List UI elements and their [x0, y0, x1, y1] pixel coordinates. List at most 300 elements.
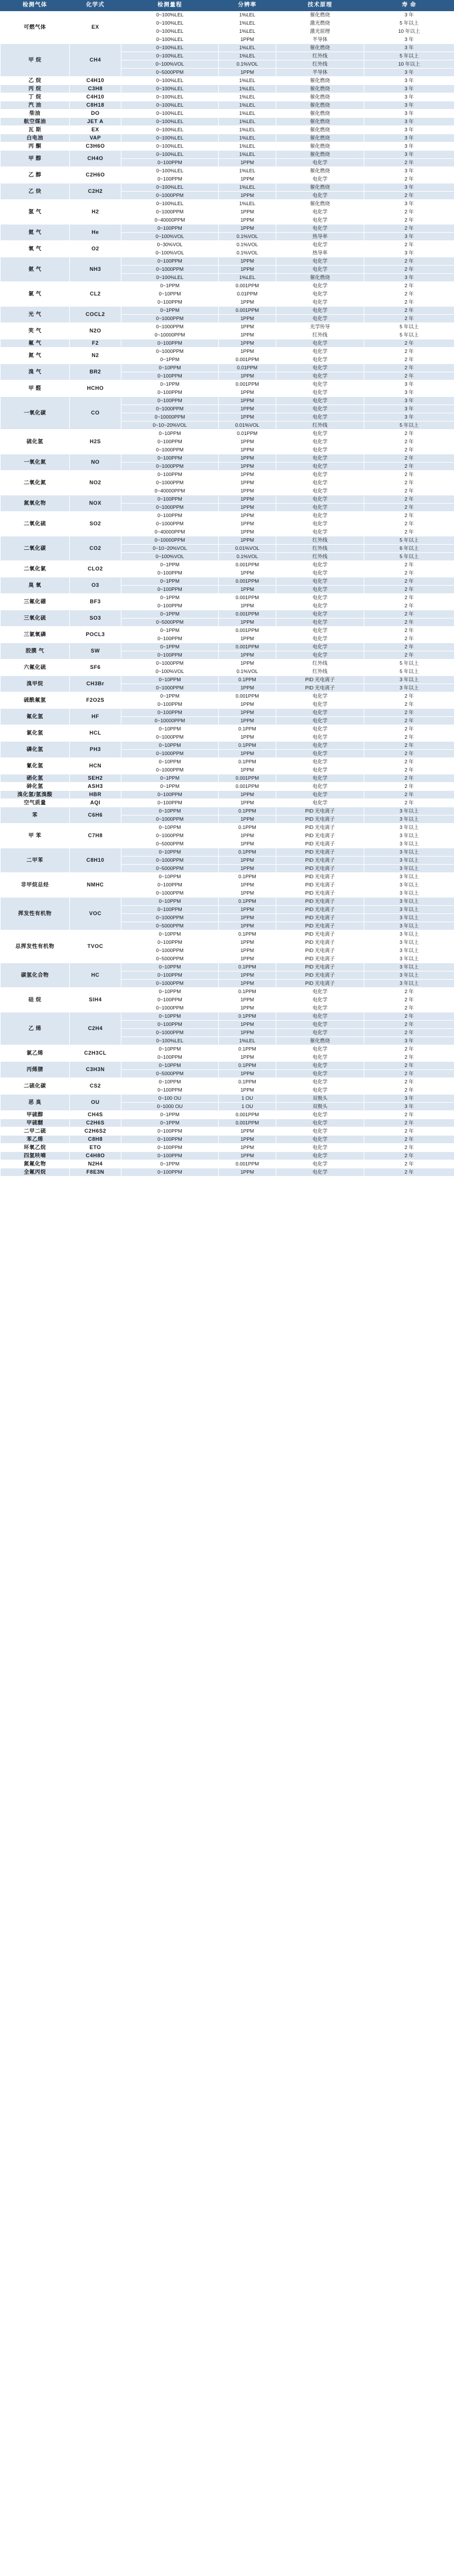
- range-cell: 0~1PPM: [121, 774, 219, 782]
- range-cell: 0~1000PPM: [121, 749, 219, 757]
- resolution-cell: 1PPM: [219, 1028, 276, 1036]
- life-cell: 2 年: [364, 626, 454, 634]
- range-cell: 0~100PPM: [121, 1086, 219, 1094]
- gas-name-cell: 二氧化氯: [1, 560, 70, 577]
- range-cell: 0~100%VOL: [121, 249, 219, 257]
- table-row: [1, 380, 454, 388]
- technology-cell: 催化燃烧: [276, 150, 364, 158]
- range-cell: 0~100PPM: [121, 971, 219, 979]
- technology-cell: PID 光电离子: [276, 946, 364, 954]
- range-cell: 0~40000PPM: [121, 216, 219, 224]
- resolution-cell: 0.1PPM: [219, 1061, 276, 1069]
- range-cell: 0~100%VOL: [121, 232, 219, 240]
- life-cell: 2 年: [364, 987, 454, 995]
- life-cell: 2 年: [364, 1119, 454, 1127]
- technology-cell: 电化学: [276, 503, 364, 511]
- resolution-cell: 1PPM: [219, 68, 276, 76]
- resolution-cell: 0.01PPM: [219, 363, 276, 372]
- technology-cell: 电化学: [276, 290, 364, 298]
- life-cell: 2 年: [364, 1160, 454, 1168]
- gas-name-cell: 丁 烷: [1, 93, 70, 101]
- life-cell: 3 年: [364, 43, 454, 52]
- resolution-cell: 1PPM: [219, 519, 276, 528]
- range-cell: 0~1PPM: [121, 692, 219, 700]
- range-cell: 0~1000PPM: [121, 815, 219, 823]
- gas-name-cell: 一氧化氮: [1, 454, 70, 470]
- life-cell: 3 年以上: [364, 840, 454, 848]
- life-cell: 3 年: [364, 76, 454, 84]
- technology-cell: 电化学: [276, 158, 364, 166]
- gas-formula-cell: VOC: [70, 897, 121, 930]
- table-row: [1, 1127, 454, 1135]
- gas-formula-cell: SO2: [70, 511, 121, 536]
- resolution-cell: 1%LEL: [219, 166, 276, 175]
- technology-cell: 催化燃烧: [276, 101, 364, 109]
- technology-cell: 催化燃烧: [276, 166, 364, 175]
- gas-formula-cell: C2H2: [70, 183, 121, 199]
- range-cell: 0~10PPM: [121, 1061, 219, 1069]
- life-cell: 6 年以上: [364, 544, 454, 552]
- range-cell: 0~1000PPM: [121, 856, 219, 864]
- range-cell: 0~100PPM: [121, 495, 219, 503]
- gas-name-cell: 氰化氢: [1, 757, 70, 774]
- technology-cell: PID 光电离子: [276, 913, 364, 922]
- gas-formula-cell: C7H8: [70, 823, 121, 848]
- resolution-cell: 1%LEL: [219, 183, 276, 191]
- table-row: [1, 199, 454, 208]
- range-cell: 0~100PPM: [121, 470, 219, 478]
- table-row: [1, 281, 454, 290]
- table-row: [1, 708, 454, 716]
- table-row: [1, 166, 454, 175]
- life-cell: 2 年: [364, 692, 454, 700]
- life-cell: 3 年以上: [364, 913, 454, 922]
- resolution-cell: 1PPM: [219, 733, 276, 741]
- technology-cell: 电化学: [276, 528, 364, 536]
- technology-cell: 电化学: [276, 281, 364, 290]
- technology-cell: 电化学: [276, 1143, 364, 1151]
- resolution-cell: 1PPM: [219, 954, 276, 963]
- gas-formula-cell: POCL3: [70, 626, 121, 643]
- gas-spec-table: [0, 0, 454, 1177]
- gas-name-cell: 汽 油: [1, 101, 70, 109]
- gas-formula-cell: CO: [70, 396, 121, 429]
- table-row: [1, 610, 454, 618]
- resolution-cell: 1PPM: [219, 462, 276, 470]
- technology-cell: 电化学: [276, 593, 364, 601]
- resolution-cell: 0.001PPM: [219, 774, 276, 782]
- gas-formula-cell: NOX: [70, 495, 121, 511]
- technology-cell: 电化学: [276, 495, 364, 503]
- range-cell: 0~1PPM: [121, 577, 219, 585]
- life-cell: 2 年: [364, 782, 454, 790]
- gas-name-cell: 总挥发性有机物: [1, 930, 70, 963]
- table-row: [1, 306, 454, 314]
- gas-name-cell: 氯乙烯: [1, 1045, 70, 1061]
- range-cell: 0~100PPM: [121, 938, 219, 946]
- table-row: [1, 1119, 454, 1127]
- gas-formula-cell: C2H4: [70, 1012, 121, 1045]
- table-row: [1, 150, 454, 158]
- technology-cell: PID 光电离子: [276, 831, 364, 840]
- life-cell: 3 年以上: [364, 922, 454, 930]
- life-cell: 5 年以上: [364, 52, 454, 60]
- resolution-cell: 1PPM: [219, 601, 276, 610]
- resolution-cell: 1PPM: [219, 536, 276, 544]
- technology-cell: 电化学: [276, 626, 364, 634]
- range-cell: 0~100%LEL: [121, 101, 219, 109]
- technology-cell: PID 光电离子: [276, 823, 364, 831]
- life-cell: 3 年: [364, 134, 454, 142]
- gas-formula-cell: HF: [70, 708, 121, 725]
- technology-cell: 催化燃烧: [276, 76, 364, 84]
- gas-formula-cell: SW: [70, 643, 121, 659]
- table-row: [1, 1094, 454, 1102]
- table-row: [1, 782, 454, 790]
- range-cell: 0~1PPM: [121, 782, 219, 790]
- life-cell: 2 年: [364, 708, 454, 716]
- life-cell: 3 年: [364, 380, 454, 388]
- resolution-cell: 1PPM: [219, 35, 276, 43]
- resolution-cell: 1PPM: [219, 716, 276, 725]
- technology-cell: 电化学: [276, 618, 364, 626]
- technology-cell: 激光燃烧: [276, 19, 364, 27]
- technology-cell: 电化学: [276, 462, 364, 470]
- technology-cell: 催化燃烧: [276, 93, 364, 101]
- range-cell: 0~100%LEL: [121, 183, 219, 191]
- range-cell: 0~100%LEL: [121, 109, 219, 117]
- life-cell: 3 年: [364, 405, 454, 413]
- table-row: [1, 757, 454, 766]
- resolution-cell: 1PPM: [219, 815, 276, 823]
- range-cell: 0~10PPM: [121, 823, 219, 831]
- gas-formula-cell: OU: [70, 1094, 121, 1110]
- range-cell: 0~1000PPM: [121, 446, 219, 454]
- life-cell: 3 年以上: [364, 897, 454, 905]
- gas-name-cell: 磷化氢: [1, 741, 70, 757]
- range-cell: 0~10PPM: [121, 290, 219, 298]
- resolution-cell: 0.1%VOL: [219, 552, 276, 560]
- gas-name-cell: 碳氢化合物: [1, 963, 70, 987]
- life-cell: 2 年: [364, 1061, 454, 1069]
- resolution-cell: 1PPM: [219, 684, 276, 692]
- technology-cell: 电化学: [276, 265, 364, 273]
- technology-cell: PID 光电离子: [276, 938, 364, 946]
- resolution-cell: 0.001PPM: [219, 306, 276, 314]
- range-cell: 0~100PPM: [121, 881, 219, 889]
- resolution-cell: 1PPM: [219, 700, 276, 708]
- resolution-cell: 0.01%VOL: [219, 544, 276, 552]
- resolution-cell: 1%LEL: [219, 125, 276, 134]
- gas-name-cell: 胶膜 气: [1, 643, 70, 659]
- range-cell: 0~1000PPM: [121, 946, 219, 954]
- technology-cell: 电化学: [276, 1012, 364, 1020]
- technology-cell: PID 光电离子: [276, 872, 364, 881]
- resolution-cell: 0.01PPM: [219, 290, 276, 298]
- resolution-cell: 1%LEL: [219, 142, 276, 150]
- range-cell: 0~100PPM: [121, 1151, 219, 1160]
- table-row: [1, 1110, 454, 1119]
- range-cell: 0~1PPM: [121, 560, 219, 569]
- range-cell: 0~1000PPM: [121, 1004, 219, 1012]
- gas-formula-cell: CL2: [70, 281, 121, 306]
- life-cell: 3 年: [364, 35, 454, 43]
- gas-formula-cell: C2H6S: [70, 1119, 121, 1127]
- technology-cell: 电化学: [276, 446, 364, 454]
- gas-formula-cell: N2H4: [70, 1160, 121, 1168]
- technology-cell: 电化学: [276, 790, 364, 798]
- technology-cell: 电化学: [276, 774, 364, 782]
- gas-formula-cell: HC: [70, 963, 121, 987]
- technology-cell: 电化学: [276, 216, 364, 224]
- technology-cell: 电化学: [276, 396, 364, 405]
- life-cell: 3 年以上: [364, 979, 454, 987]
- resolution-cell: 1%LEL: [219, 117, 276, 125]
- resolution-cell: 0.001PPM: [219, 1110, 276, 1119]
- resolution-cell: 1PPM: [219, 478, 276, 487]
- range-cell: 0~100PPM: [121, 798, 219, 807]
- resolution-cell: 1PPM: [219, 257, 276, 265]
- table-row: [1, 577, 454, 585]
- resolution-cell: 1PPM: [219, 659, 276, 667]
- life-cell: 5 年以上: [364, 552, 454, 560]
- resolution-cell: 1%LEL: [219, 150, 276, 158]
- gas-name-cell: 硫化氢: [1, 429, 70, 454]
- table-row: [1, 93, 454, 101]
- range-cell: 0~100PPM: [121, 1135, 219, 1143]
- gas-name-cell: 砷化氢: [1, 782, 70, 790]
- life-cell: 3 年以上: [364, 864, 454, 872]
- range-cell: 0~5000PPM: [121, 68, 219, 76]
- technology-cell: 电化学: [276, 1119, 364, 1127]
- table-row: [1, 692, 454, 700]
- technology-cell: 电化学: [276, 569, 364, 577]
- gas-formula-cell: He: [70, 224, 121, 240]
- technology-cell: 电化学: [276, 749, 364, 757]
- life-cell: 3 年以上: [364, 872, 454, 881]
- technology-cell: 光学传导: [276, 322, 364, 331]
- range-cell: 0~40000PPM: [121, 487, 219, 495]
- technology-cell: 电化学: [276, 643, 364, 651]
- resolution-cell: 1PPM: [219, 1053, 276, 1061]
- range-cell: 0~10PPM: [121, 1045, 219, 1053]
- gas-formula-cell: N2O: [70, 322, 121, 339]
- gas-formula-cell: SIH4: [70, 987, 121, 1012]
- table-row: [1, 322, 454, 331]
- gas-name-cell: 空气质量: [1, 798, 70, 807]
- gas-name-cell: 二甲二硫: [1, 1127, 70, 1135]
- range-cell: 0~1PPM: [121, 1119, 219, 1127]
- life-cell: 2 年: [364, 224, 454, 232]
- range-cell: 0~100%LEL: [121, 134, 219, 142]
- technology-cell: 电化学: [276, 1069, 364, 1078]
- table-row: [1, 454, 454, 462]
- resolution-cell: 0.001PPM: [219, 610, 276, 618]
- gas-formula-cell: CS2: [70, 1078, 121, 1094]
- resolution-cell: 0.001PPM: [219, 1160, 276, 1168]
- technology-cell: PID 光电离子: [276, 889, 364, 897]
- range-cell: 0~100PPM: [121, 257, 219, 265]
- gas-name-cell: 柴油: [1, 109, 70, 117]
- resolution-cell: 1PPM: [219, 347, 276, 355]
- resolution-cell: 1PPM: [219, 216, 276, 224]
- life-cell: 3 年: [364, 396, 454, 405]
- resolution-cell: 1%LEL: [219, 43, 276, 52]
- range-cell: 0~1000PPM: [121, 208, 219, 216]
- range-cell: 0~100PPM: [121, 1168, 219, 1176]
- technology-cell: 半导体: [276, 68, 364, 76]
- gas-name-cell: 氟 气: [1, 339, 70, 347]
- life-cell: 2 年: [364, 790, 454, 798]
- range-cell: 0~100%LEL: [121, 84, 219, 93]
- gas-name-cell: 溴甲烷: [1, 675, 70, 692]
- gas-formula-cell: NMHC: [70, 872, 121, 897]
- gas-formula-cell: HCN: [70, 757, 121, 774]
- life-cell: 2 年: [364, 1028, 454, 1036]
- gas-formula-cell: C2H6S2: [70, 1127, 121, 1135]
- technology-cell: 催化燃烧: [276, 43, 364, 52]
- life-cell: 3 年: [364, 388, 454, 396]
- gas-formula-cell: CLO2: [70, 560, 121, 577]
- range-cell: 0~100PPM: [121, 511, 219, 519]
- life-cell: 2 年: [364, 175, 454, 183]
- technology-cell: PID 光电离子: [276, 979, 364, 987]
- life-cell: 3 年以上: [364, 823, 454, 831]
- technology-cell: 电化学: [276, 519, 364, 528]
- resolution-cell: 0.1PPM: [219, 725, 276, 733]
- resolution-cell: 1 OU: [219, 1094, 276, 1102]
- technology-cell: 电化学: [276, 224, 364, 232]
- table-row: [1, 1135, 454, 1143]
- gas-formula-cell: CH4O: [70, 150, 121, 166]
- range-cell: 0~1000PPM: [121, 462, 219, 470]
- resolution-cell: 1PPM: [219, 995, 276, 1004]
- table-row: [1, 963, 454, 971]
- life-cell: 3 年以上: [364, 971, 454, 979]
- technology-cell: 红外线: [276, 421, 364, 429]
- life-cell: 2 年: [364, 995, 454, 1004]
- resolution-cell: 1PPM: [219, 585, 276, 593]
- life-cell: 2 年: [364, 216, 454, 224]
- range-cell: 0~100PPM: [121, 396, 219, 405]
- life-cell: 2 年: [364, 503, 454, 511]
- life-cell: 2 年: [364, 1020, 454, 1028]
- technology-cell: 电化学: [276, 1110, 364, 1119]
- range-cell: 0~1000PPM: [121, 766, 219, 774]
- gas-name-cell: 笑 气: [1, 322, 70, 339]
- table-row: [1, 470, 454, 478]
- resolution-cell: 1%LEL: [219, 27, 276, 35]
- table-row: [1, 1168, 454, 1176]
- life-cell: 2 年: [364, 208, 454, 216]
- technology-cell: 电化学: [276, 995, 364, 1004]
- resolution-cell: 1PPM: [219, 840, 276, 848]
- range-cell: 0~1000PPM: [121, 1028, 219, 1036]
- life-cell: 2 年: [364, 437, 454, 446]
- resolution-cell: 1PPM: [219, 405, 276, 413]
- life-cell: 2 年: [364, 519, 454, 528]
- range-cell: 0~10PPM: [121, 1078, 219, 1086]
- gas-name-cell: 甲 苯: [1, 823, 70, 848]
- life-cell: 3 年以上: [364, 848, 454, 856]
- range-cell: 0~10000PPM: [121, 716, 219, 725]
- resolution-cell: 1%LEL: [219, 134, 276, 142]
- gas-formula-cell: CH4S: [70, 1110, 121, 1119]
- gas-formula-cell: CH3Br: [70, 675, 121, 692]
- technology-cell: 电化学: [276, 560, 364, 569]
- gas-name-cell: 瓦 斯: [1, 125, 70, 134]
- gas-formula-cell: C4H10: [70, 93, 121, 101]
- range-cell: 0~1000PPM: [121, 503, 219, 511]
- resolution-cell: 0.1%VOL: [219, 232, 276, 240]
- gas-formula-cell: C2H3CL: [70, 1045, 121, 1061]
- technology-cell: PID 光电离子: [276, 840, 364, 848]
- gas-name-cell: 三氧化硫: [1, 610, 70, 626]
- resolution-cell: 1PPM: [219, 864, 276, 872]
- table-row: [1, 774, 454, 782]
- gas-formula-cell: F2: [70, 339, 121, 347]
- range-cell: 0~100%LEL: [121, 142, 219, 150]
- gas-formula-cell: F2O2S: [70, 692, 121, 708]
- resolution-cell: 1%LEL: [219, 19, 276, 27]
- range-cell: 0~100PPM: [121, 569, 219, 577]
- range-cell: 0~10000PPM: [121, 413, 219, 421]
- life-cell: 3 年: [364, 84, 454, 93]
- range-cell: 0~100%LEL: [121, 43, 219, 52]
- technology-cell: 电化学: [276, 634, 364, 643]
- life-cell: 3 年以上: [364, 856, 454, 864]
- life-cell: 2 年: [364, 347, 454, 355]
- resolution-cell: 0.1PPM: [219, 872, 276, 881]
- life-cell: 3 年以上: [364, 831, 454, 840]
- resolution-cell: 1%LEL: [219, 76, 276, 84]
- life-cell: 3 年以上: [364, 684, 454, 692]
- gas-name-cell: 三氟化硼: [1, 593, 70, 610]
- range-cell: 0~100PPM: [121, 700, 219, 708]
- technology-cell: PID 光电离子: [276, 971, 364, 979]
- range-cell: 0~10PPM: [121, 930, 219, 938]
- resolution-cell: 1PPM: [219, 634, 276, 643]
- life-cell: 2 年: [364, 478, 454, 487]
- technology-cell: 催化燃烧: [276, 183, 364, 191]
- life-cell: 3 年: [364, 199, 454, 208]
- table-row: [1, 339, 454, 347]
- resolution-cell: 0.001PPM: [219, 577, 276, 585]
- life-cell: 5 年以上: [364, 667, 454, 675]
- range-cell: 0~100%LEL: [121, 1036, 219, 1045]
- life-cell: 2 年: [364, 265, 454, 273]
- life-cell: 2 年: [364, 429, 454, 437]
- technology-cell: 催化燃烧: [276, 199, 364, 208]
- gas-name-cell: 二甲苯: [1, 848, 70, 872]
- technology-cell: 电化学: [276, 388, 364, 396]
- resolution-cell: 0.1%VOL: [219, 60, 276, 68]
- technology-cell: 电化学: [276, 339, 364, 347]
- resolution-cell: 1PPM: [219, 979, 276, 987]
- range-cell: 0~100PPM: [121, 1053, 219, 1061]
- life-cell: 2 年: [364, 585, 454, 593]
- range-cell: 0~100%VOL: [121, 60, 219, 68]
- resolution-cell: 0.1%VOL: [219, 667, 276, 675]
- range-cell: 0~100%LEL: [121, 166, 219, 175]
- col-header-range: 检测量程: [121, 1, 219, 11]
- resolution-cell: 1 OU: [219, 1102, 276, 1110]
- technology-cell: 电化学: [276, 610, 364, 618]
- technology-cell: PID 光电离子: [276, 807, 364, 815]
- range-cell: 0~10~20%VOL: [121, 544, 219, 552]
- resolution-cell: 0.1PPM: [219, 675, 276, 684]
- resolution-cell: 1PPM: [219, 1086, 276, 1094]
